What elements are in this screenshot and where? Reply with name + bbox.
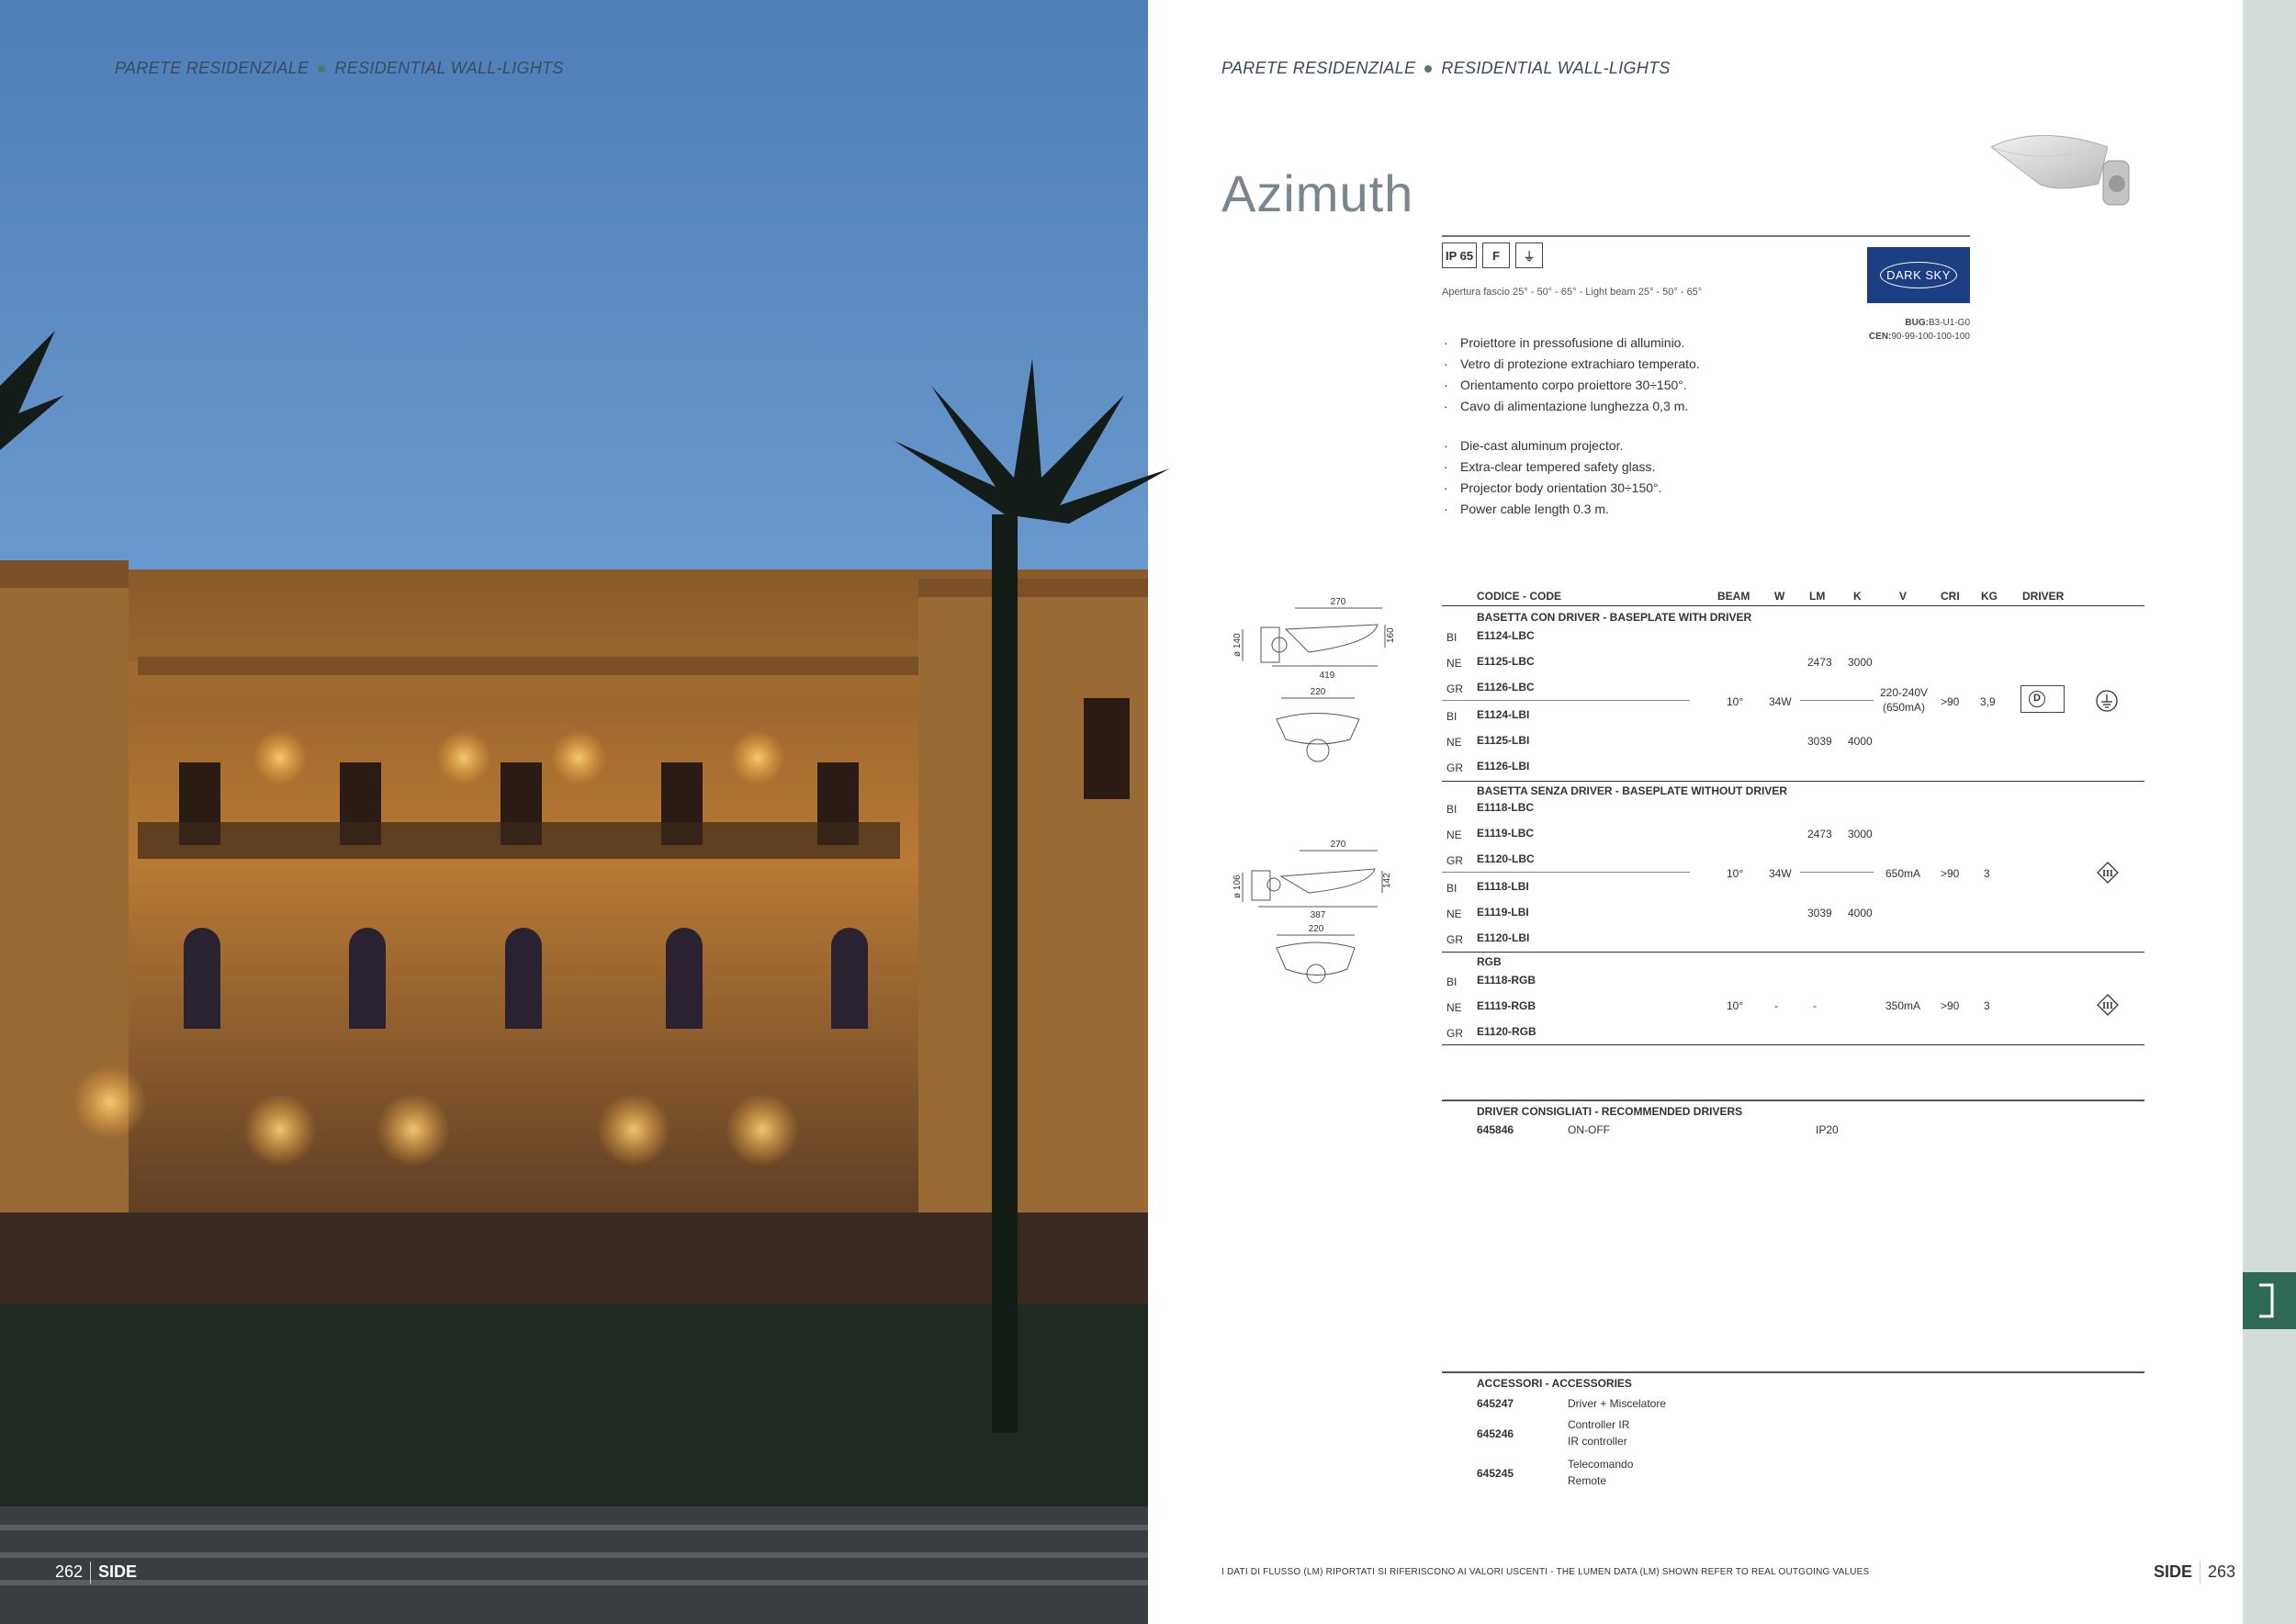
class-iii-icon — [2096, 861, 2120, 885]
class-iii-icon — [2096, 993, 2120, 1017]
certification-icons — [1442, 242, 1543, 268]
dim-bottom: 419 — [1319, 671, 1335, 681]
dim-top: 270 — [1330, 597, 1346, 607]
col-cri: CRI — [1941, 590, 1960, 603]
feature-item: · Extra-clear tempered safety glass. — [1442, 457, 1662, 478]
running-header-left: PARETE RESIDENZIALE RESIDENTIAL WALL-LIGHTS — [115, 59, 564, 77]
section-tab-marker[interactable] — [2243, 1272, 2296, 1329]
bracket-icon — [2243, 1272, 2296, 1329]
svg-text:III: III — [2102, 869, 2113, 879]
driver-included-icon: D — [2020, 685, 2065, 713]
dim-height: 160 — [1386, 627, 1396, 643]
class-i-earth-icon: ⏚ — [1515, 242, 1543, 268]
group-title: BASETTA CON DRIVER - BASEPLATE WITH DRIVER — [1477, 611, 1752, 624]
dim-diameter: ø 106 — [1232, 874, 1243, 898]
dim-top: 270 — [1330, 840, 1346, 850]
beam-aperture-text: Apertura fascio 25° - 50° - 65° - Light beam 25° - 50° - 65° — [1442, 287, 1703, 298]
drivers-title: DRIVER CONSIGLIATI - RECOMMENDED DRIVERS — [1477, 1105, 1743, 1118]
feature-item: · Vetro di protezione extrachiaro temperato. — [1442, 354, 1700, 375]
dark-sky-badge — [1867, 247, 1970, 303]
dim-height: 142 — [1382, 873, 1392, 888]
col-driver: DRIVER — [2022, 590, 2065, 603]
right-page — [1148, 0, 2296, 1624]
feature-item: · Die-cast aluminum projector. — [1442, 435, 1662, 457]
col-lm: LM — [1809, 590, 1826, 603]
feature-item: · Projector body orientation 30÷150°. — [1442, 478, 1662, 499]
lumen-footnote: I DATI DI FLUSSO (LM) RIPORTATI SI RIFERISCONO AI VALORI USCENTI - THE LUMEN DATA (LM) SHOWN REFER TO REAL OUTGOING VALUES — [1221, 1567, 1870, 1577]
accessories-rule — [1442, 1371, 2144, 1373]
bug-cen-ratings: BUG:B3-U1-G0 CEN:90-99-100-100-100 — [1868, 318, 1970, 342]
dim-diameter: ø 140 — [1232, 633, 1243, 657]
col-code: CODICE - CODE — [1477, 590, 1562, 603]
features-english — [1442, 435, 1662, 520]
drivers-table: DRIVER CONSIGLIATI - RECOMMENDED DRIVERS 645846 ON-OFF IP20 — [1477, 1105, 1839, 1136]
page-folio-left: 262 SIDE — [55, 1562, 137, 1584]
col-v: V — [1899, 590, 1908, 603]
feature-item: · Orientamento corpo proiettore 30÷150°. — [1442, 375, 1700, 396]
f-mark-icon: F — [1482, 242, 1510, 268]
drivers-rule — [1442, 1100, 2144, 1101]
col-k: K — [1853, 590, 1862, 603]
product-title: Azimuth — [1221, 164, 1414, 222]
col-beam: BEAM — [1717, 590, 1750, 603]
dim-front: 220 — [1310, 687, 1326, 697]
feature-item: · Proiettore in pressofusione di alluminio. — [1442, 333, 1700, 354]
running-header-right: PARETE RESIDENZIALE RESIDENTIAL WALL-LIGHTS — [1221, 59, 1671, 77]
features-italian — [1442, 333, 1700, 417]
col-w: W — [1774, 590, 1785, 603]
product-table: CODICE - CODE BEAM W LM K V CRI KG DRIVER BASETTA CON DRIVER - BASEPLATE WITH DRIVER BI E1124-LBC NE E1125-LBC GR E1126-LBC BI E1124-LBI NE E1125-LBI GR E1126-LBI 10° 34W 2473 3000 3039 4000 220-240V (650mA) >90 3,9 D BASETTA SENZA DRIVER - BASEPLATE WITHOUT DRIVER BI E1118-LBC NE E1119-LBC GR E1120-LBC BI E1118-LBI NE E1119-LBI GR E1120-LBI 10° 34W 2473 3000 3039 4000 650mA >90 3 III RGB BI E1118-RGB NE E1119-RGB GR E1120-RGB 10° - - 350mA >90 3 III — [1442, 590, 2144, 1049]
dim-front: 220 — [1308, 924, 1324, 934]
technical-drawing-with-driver — [1232, 592, 1396, 776]
product-photo — [1984, 119, 2149, 220]
dim-bottom: 387 — [1310, 910, 1326, 920]
svg-text:III: III — [2102, 1001, 2113, 1011]
title-rule — [1442, 235, 1970, 237]
col-kg: KG — [1981, 590, 1998, 603]
dark-sky-label: DARK SKY — [1880, 262, 1957, 288]
feature-item: · Cavo di alimentazione lunghezza 0,3 m. — [1442, 396, 1700, 417]
dot-separator — [318, 65, 325, 73]
dot-separator — [1424, 65, 1432, 73]
class-i-earth-icon — [2095, 689, 2119, 713]
group-title: BASETTA SENZA DRIVER - BASEPLATE WITHOUT DRIVER — [1477, 784, 1788, 797]
accessories-title: ACCESSORI - ACCESSORIES — [1477, 1377, 1632, 1390]
ip65-icon: IP 65 — [1442, 242, 1477, 268]
technical-drawing-without-driver — [1232, 836, 1396, 992]
side-tab-strip — [2243, 0, 2296, 1624]
group-title: RGB — [1477, 955, 1502, 968]
accessories-table: ACCESSORI - ACCESSORIES 645247 Driver + Miscelatore 645246 Controller IR IR controller 645245 Telecomando Remote — [1477, 1377, 1667, 1487]
page-folio-right: SIDE 263 — [2154, 1562, 2235, 1584]
feature-item: · Power cable length 0.3 m. — [1442, 499, 1662, 520]
